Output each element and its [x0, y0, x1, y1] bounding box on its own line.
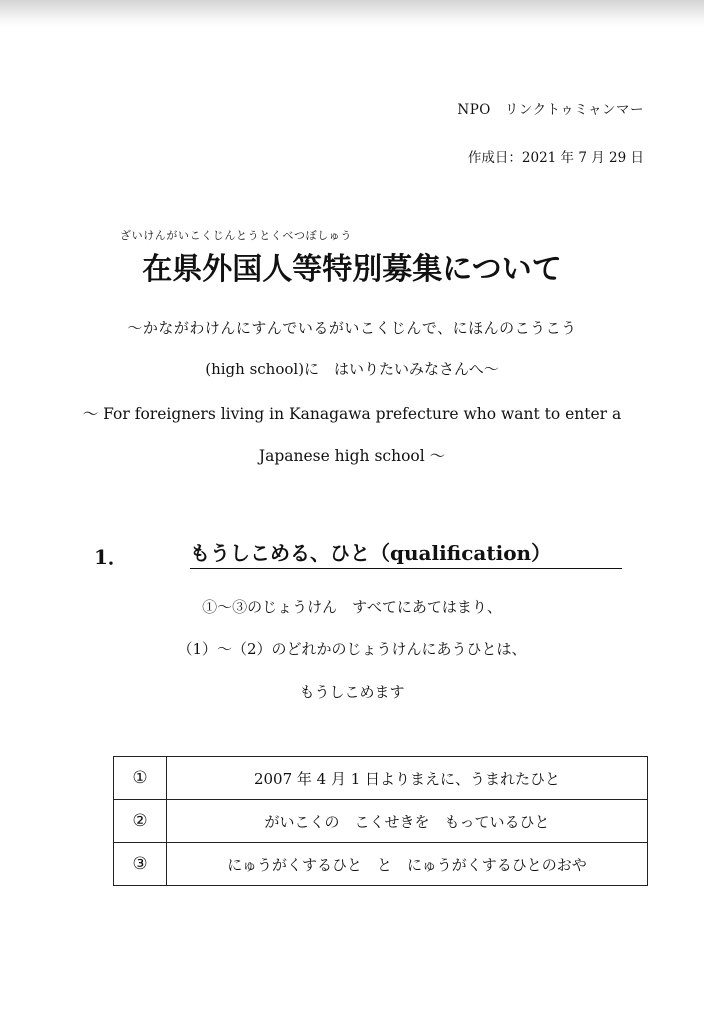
- subtitle-line-2: (high school)に はいりたいみなさんへ〜: [205, 360, 499, 378]
- condition-text: がいこくの こくせきを もっているひと: [167, 800, 648, 843]
- table-row: [114, 757, 648, 800]
- section-title: もうしこめる、ひと（qualification）: [190, 537, 622, 569]
- condition-text: 2007 年 4 月 1 日よりまえに、うまれたひと: [167, 757, 648, 800]
- title-furigana: ざいけんがいこくじんとうとくべつぼしゅう: [120, 229, 352, 242]
- section-note-line-2: （1）〜（2）のどれかのじょうけんにあうひとは、: [177, 640, 527, 658]
- section-number: 1．: [94, 545, 128, 569]
- table-row: [114, 843, 648, 886]
- section-note-line-1: ①〜③のじょうけん すべてにあてはまり、: [202, 598, 502, 616]
- subtitle-line-3: 〜 For foreigners living in Kanagawa prefecture who want to enter a: [82, 405, 622, 423]
- section-note-line-3: もうしこめます: [299, 683, 405, 701]
- subtitle-line-1: 〜かながわけんにすんでいるがいこくじんで、にほんのこうこう: [127, 319, 577, 337]
- organization-name: NPO リンクトゥミャンマー: [457, 102, 644, 118]
- condition-index: ②: [114, 800, 167, 843]
- conditions-table: [113, 756, 648, 886]
- table-row: [114, 800, 648, 843]
- page-title: 在県外国人等特別募集について: [142, 252, 562, 287]
- subtitle-line-4: Japanese high school 〜: [258, 447, 446, 465]
- condition-index: ③: [114, 843, 167, 886]
- created-date: 作成日：2021 年 7 月 29 日: [467, 150, 644, 166]
- page-top-shadow: [0, 0, 704, 28]
- condition-text: にゅうがくするひと と にゅうがくするひとのおや: [167, 843, 648, 886]
- condition-index: ①: [114, 757, 167, 800]
